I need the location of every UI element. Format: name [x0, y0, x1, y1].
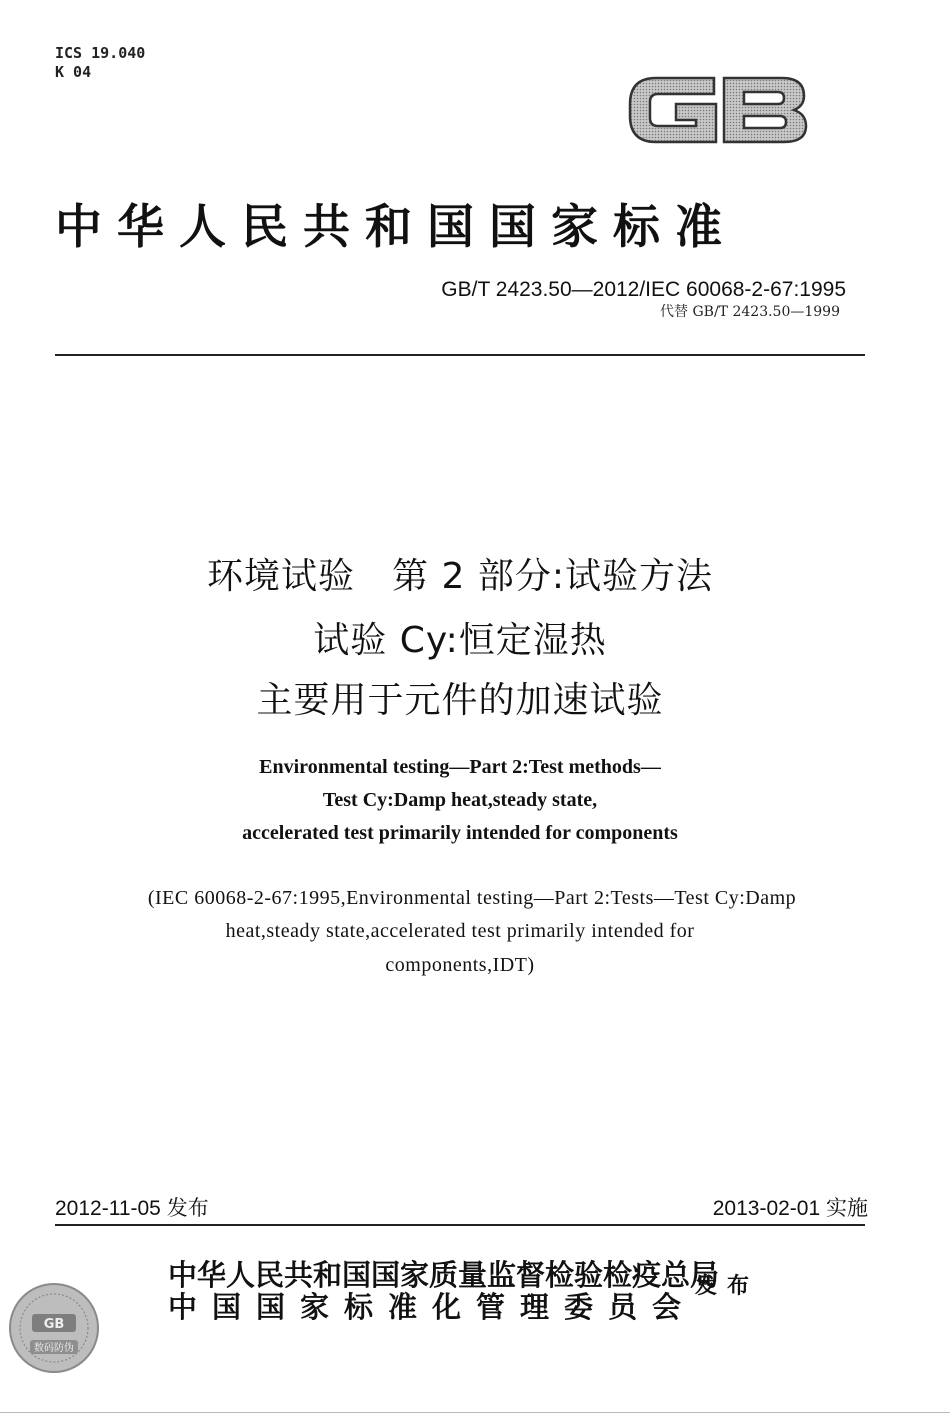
english-title-line-1: Environmental testing—Part 2:Test methods— [259, 756, 661, 778]
iec-reference-line-2: heat,steady state,accelerated test primarily intended for [225, 920, 695, 942]
gb-logo [618, 58, 814, 158]
footer-divider [55, 1224, 865, 1226]
classification-codes [55, 44, 145, 82]
standard-number: GB/T 2423.50—2012/IEC 60068-2-67:1995 [441, 278, 846, 301]
chinese-title-line-1: 环境试验 第 2 部分:试验方法 [207, 556, 713, 597]
ccs-code: K 04 [55, 63, 92, 81]
english-title-line-2: Test Cy:Damp heat,steady state, [322, 789, 598, 811]
iec-reference-line-1: (IEC 60068-2-67:1995,Environmental testing—Part 2:Tests—Test Cy:Damp [147, 887, 797, 909]
english-title-line-3: accelerated test primarily intended for components [242, 822, 678, 844]
chinese-title-line-3: 主要用于元件的加速试验 [256, 680, 664, 721]
svg-text:数码防伪: 数码防伪 [34, 1343, 74, 1354]
issue-date: 2012-11-05 发布 [55, 1197, 209, 1220]
national-standard-title: 中华人民共和国国家标准 [55, 200, 737, 255]
ics-code: ICS 19.040 [55, 44, 146, 62]
publish-label: 发布 [695, 1273, 760, 1299]
svg-text:GB: GB [43, 1317, 65, 1332]
iec-reference-line-3: components,IDT) [385, 954, 535, 976]
chinese-title-line-2: 试验 Cy:恒定湿热 [313, 620, 607, 661]
replaces-standard: 代替 GB/T 2423.50—1999 [660, 304, 840, 320]
page-bottom-edge [0, 1412, 950, 1413]
implementation-date: 2013-02-01 实施 [712, 1197, 868, 1220]
anti-counterfeit-seal-icon [6, 1280, 102, 1376]
header-divider [55, 354, 865, 356]
issuer-aqsiq: 中华人民共和国国家质量监督检验检疫总局 [168, 1258, 720, 1292]
issuer-sac: 中国国家标准化管理委员会 [168, 1290, 697, 1324]
